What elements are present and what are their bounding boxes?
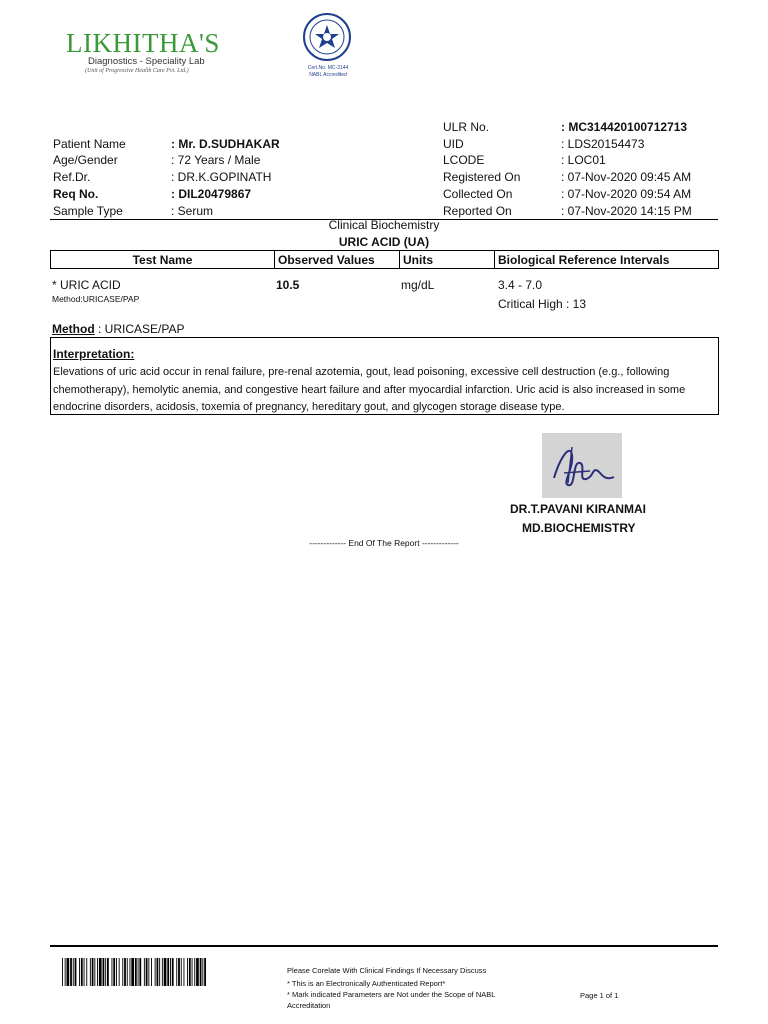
lab-logo-name: LIKHITHA'S [66,28,220,58]
footer-divider [50,945,718,947]
req-no-value: : DIL20479867 [171,187,252,201]
age-gender-label: Age/Gender [53,153,118,167]
page-number: Page 1 of 1 [580,991,619,1000]
patient-name-label: Patient Name [53,137,126,151]
nabl-cert-text [300,65,356,79]
age-gender-value: : 72 Years / Male [171,153,261,167]
test-title: URIC ACID (UA) [338,235,430,249]
result-value: 10.5 [276,278,300,292]
registered-label: Registered On [443,170,521,184]
result-reference: 3.4 - 7.0 [498,278,543,292]
collected-label: Collected On [443,187,513,201]
results-table [50,250,719,269]
signatory-name: DR.T.PAVANI KIRANMAI [510,502,646,516]
patient-name-value: : Mr. D.SUDHAKAR [171,137,280,151]
cert-number: Cert.No. MC-3144 [307,65,349,71]
footer-note-3: * Mark indicated Parameters are Not under the Scope of NABL [287,990,496,999]
method-value: : URICASE/PAP [98,322,185,336]
department-title: Clinical Biochemistry [328,218,440,232]
reported-value: : 07-Nov-2020 14:15 PM [561,204,692,218]
ulr-label: ULR No. [443,120,490,134]
req-no-label: Req No. [53,187,99,201]
signature-image [542,433,622,498]
footer-note-1: Please Corelate With Clinical Findings If Necessary Discuss [287,966,487,975]
reported-label: Reported On [443,204,512,218]
lab-subtitle: (Unit of Progressive Health Care Pvt. Ltd.) [85,68,189,74]
interpretation-box [50,337,719,415]
col-test-name: Test Name [51,251,275,269]
collected-value: : 07-Nov-2020 09:54 AM [561,187,692,201]
lcode-value: : LOC01 [561,153,606,167]
method-line [52,322,184,336]
result-test-method: Method:URICASE/PAP [52,294,140,304]
col-observed-values: Observed Values [275,251,400,269]
ulr-value: : MC314420100712713 [561,120,688,134]
end-of-report: ------------- End Of The Report ------------- [309,538,459,548]
sample-type-label: Sample Type [53,204,123,218]
interpretation-text: Elevations of uric acid occur in renal failure, pre-renal azotemia, gout, lead poisoning, excessive cell destruction (e.g., following chemotherapy), hemolytic anemia, and congestive heart failure and after myocardial infarction. Uric acid is also increased in some endocrine disorders, acidosis, toxemia of pregnancy, hereditary gout, and glycogen storage disease type. [53,366,686,413]
result-test-name: * URIC ACID [52,278,121,292]
nabl-seal-icon [302,12,352,62]
signatory-degree: MD.BIOCHEMISTRY [522,521,636,535]
uid-value: : LDS20154473 [561,137,645,151]
lcode-label: LCODE [443,153,485,167]
result-critical: Critical High : 13 [498,297,587,311]
cert-accredited: NABL Accredited [309,72,347,78]
signature-scribble-icon [542,433,622,498]
results-header-row [51,251,719,269]
registered-value: : 07-Nov-2020 09:45 AM [561,170,692,184]
ref-dr-label: Ref.Dr. [53,170,91,184]
sample-type-value: : Serum [171,204,214,218]
col-units: Units [400,251,495,269]
footer-note-2: * This is an Electronically Authenticated Report* [287,979,446,988]
result-units: mg/dL [401,278,435,292]
lab-tagline: Diagnostics - Speciality Lab [88,56,205,67]
method-label: Method [52,322,95,336]
interpretation-title: Interpretation: [53,347,135,361]
uid-label: UID [443,137,464,151]
footer-note-4: Accreditation [287,1001,331,1010]
barcode-icon [62,958,210,986]
ref-dr-value: : DR.K.GOPINATH [171,170,272,184]
col-reference-intervals: Biological Reference Intervals [495,251,719,269]
